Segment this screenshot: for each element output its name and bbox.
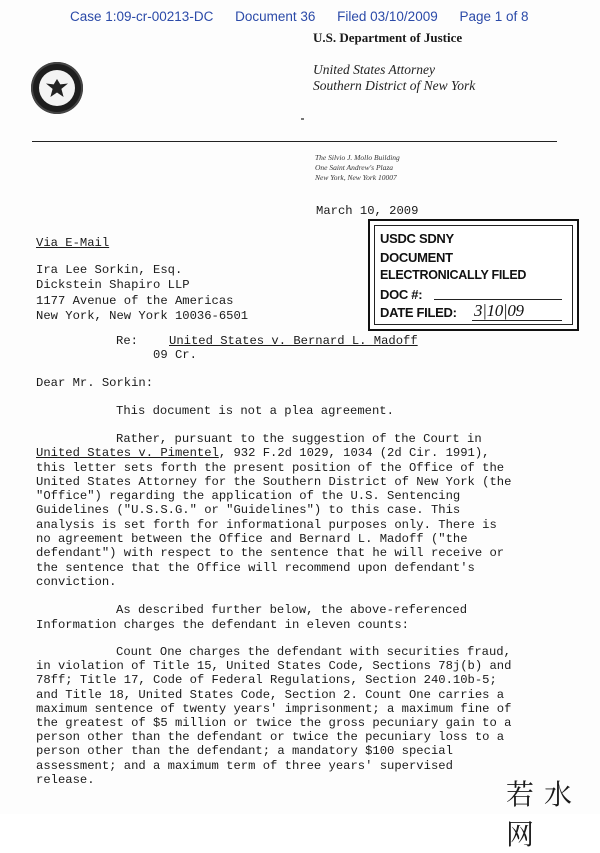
delivery-method: Via E-Mail: [36, 236, 110, 250]
re-case-name: United States v. Bernard L. Madoff: [169, 334, 418, 348]
recipient-address: Ira Lee Sorkin, Esq. Dickstein Shapiro LLP 1177 Avenue of the Americas New York, New York 10036-6501: [36, 263, 249, 323]
document-number: Document 36: [235, 9, 316, 24]
letter-date: March 10, 2009: [316, 204, 419, 218]
letterhead-rule: [32, 141, 557, 142]
salutation: Dear Mr. Sorkin:: [36, 376, 154, 390]
page-number: Page 1 of 8: [459, 9, 529, 24]
re-label: Re:: [116, 334, 138, 348]
office-name: United States Attorney Southern District of New York: [313, 62, 476, 93]
site-watermark: 若水网: [506, 778, 583, 851]
filed-stamp: USDC SDNY DOCUMENT ELECTRONICALLY FILED DOC #: DATE FILED: 3|10|09: [368, 219, 579, 331]
re-case-number: 09 Cr.: [153, 348, 197, 362]
handwritten-date: 3|10|09: [474, 301, 524, 320]
speck: [301, 118, 304, 120]
filed-date: Filed 03/10/2009: [337, 9, 438, 24]
disclaimer-paragraph: This document is not a plea agreement.: [116, 404, 394, 418]
doj-seal-icon: [31, 62, 83, 114]
department-name: U.S. Department of Justice: [313, 30, 463, 45]
counts-intro-paragraph: As described further below, the above-referenced Information charges the defendant in eleven counts:: [36, 603, 468, 632]
count-one-paragraph: Count One charges the defendant with securities fraud, in violation of Title 15, United States Code, Sections 78j(b) and 78ff; Title 17, Code of Federal Regulations, Section 240.10b-5; and Title 18, United States Code, Section 2. Count One carries a maximum sentence of twenty years' imprisonment; a maximum fine of the greatest of $5 million or twice the gross pecuniary gain to a person other than the defendant or twice the pecuniary loss to a person other than the defendant; a mandatory $100 special assessment; and a maximum term of three years' supervised release.: [36, 645, 512, 787]
pimentel-paragraph: Rather, pursuant to the suggestion of the Court in United States v. Pimentel, 932 F.2d 1029, 1034 (2d Cir. 1991), this letter sets forth the present position of the Office of the United States Attorney for the Southern District of New York (the "Office") regarding the application of the U.S. Sentencing Guidelines ("U.S.S.G." or "Guidelines") to this case. This analysis is set forth for informational purposes only. There is no agreement between the Office and Bernard L. Madoff ("the defendant") with respect to the sentence that he will receive or the sentence that the Office will recommend upon defendant's conviction.: [36, 432, 512, 589]
ecf-header: [70, 9, 547, 24]
office-address: The Silvio J. Mollo Building One Saint Andrew's Plaza New York, New York 10007: [315, 153, 400, 182]
case-citation: United States v. Pimentel: [36, 446, 219, 461]
case-number: Case 1:09-cr-00213-DC: [70, 9, 214, 24]
